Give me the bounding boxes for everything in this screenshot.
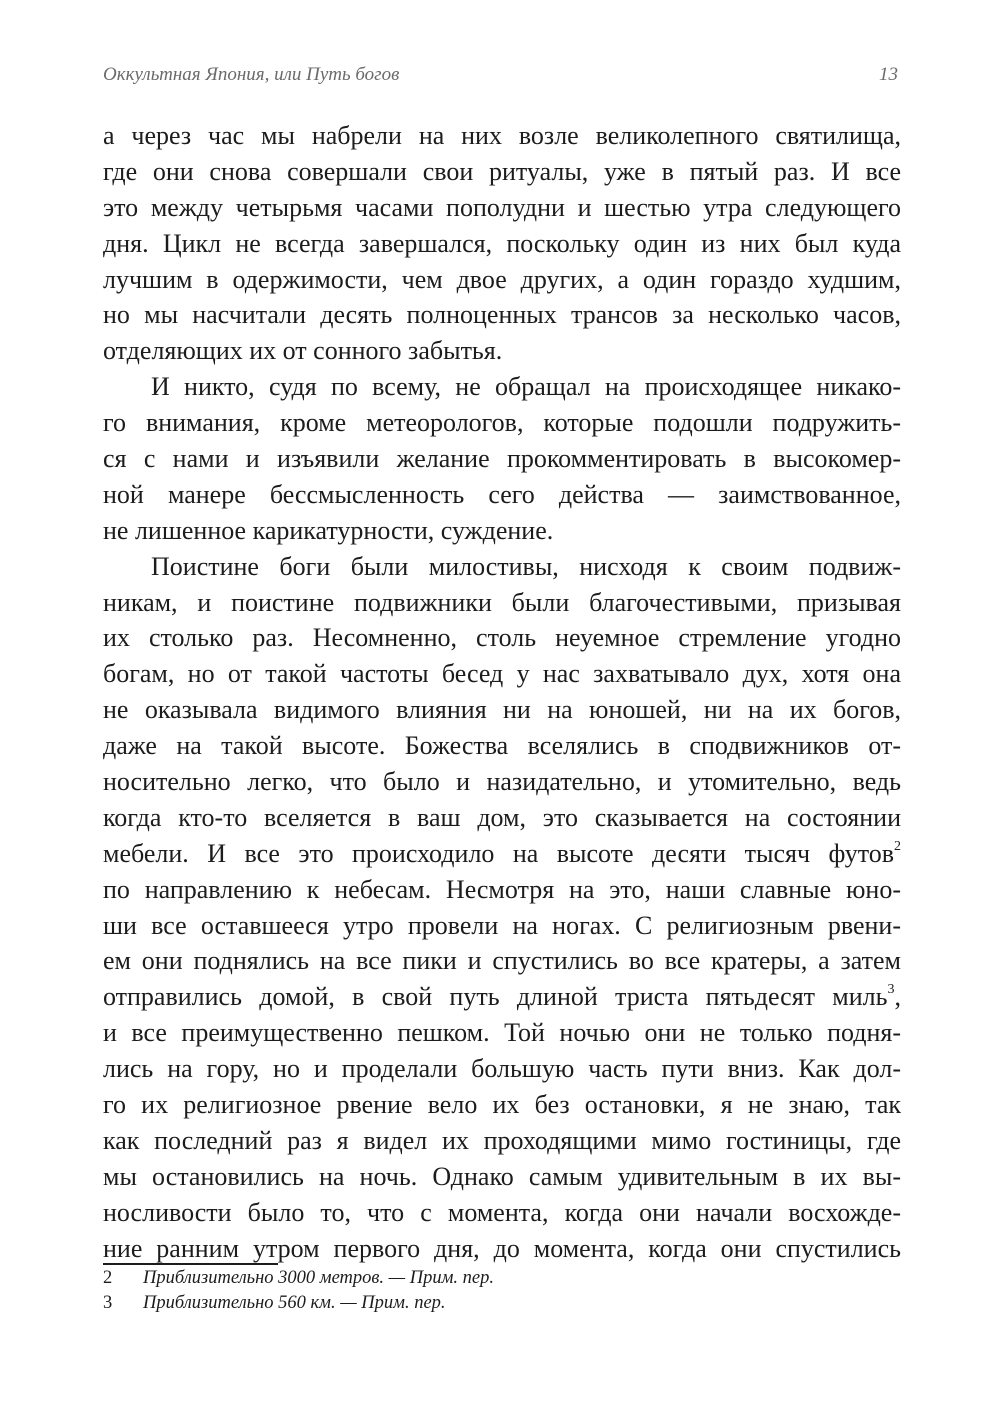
text-line: ние ранним утром первого дня, до момента, когда они спустились xyxy=(103,1233,901,1263)
text-line: богам, но от такой частоты бесед у нас захватывало дух, хотя она xyxy=(103,659,901,689)
footnote-ref-3[interactable]: 3 xyxy=(887,982,895,998)
footnote-ref-2[interactable]: 2 xyxy=(894,838,901,854)
footnote-number: 2 xyxy=(103,1268,113,1288)
footnote-separator xyxy=(103,1263,278,1265)
running-title: Оккультная Япония, или Путь богов xyxy=(103,64,400,85)
body-text xyxy=(103,118,901,1267)
text-line: где они снова совершали свои ритуалы, уже в пятый раз. И все xyxy=(103,156,901,186)
text-line: отделяющих их от сонного забытья. xyxy=(103,336,503,366)
text-line: ся с нами и изъявили желание прокомментировать в высокомер- xyxy=(103,444,901,474)
text-line: а через час мы набрели на них возле великолепного святилища, xyxy=(103,121,901,150)
footnote-3 xyxy=(103,1291,901,1316)
text-line: ши все оставшееся утро провели на ногах. С религиозным рвени- xyxy=(103,910,901,940)
text-line: никам, и поистине подвижники были благочестивыми, призывая xyxy=(103,587,901,617)
text-line: это между четырьмя часами пополудни и шестью утра следующего xyxy=(103,192,901,222)
text-line: даже на такой высоте. Божества вселялись в сподвижников от- xyxy=(103,731,901,761)
text-line: ной манере бессмысленность сего действа — заимствованное, xyxy=(103,479,901,509)
footnote-text: Приблизительно 560 км. — Прим. пер. xyxy=(143,1293,446,1313)
page-number: 13 xyxy=(879,64,898,85)
text-line: по направлению к небесам. Несмотря на это, наши славные юно- xyxy=(103,874,901,904)
text-line: как последний раз я видел их проходящими мимо гостиницы, где xyxy=(103,1125,901,1155)
text-line: не лишенное карикатурности, суждение. xyxy=(103,515,554,545)
running-head xyxy=(103,64,898,92)
text-line-with-footnote xyxy=(103,836,901,872)
text-line: носительно легко, что было и назидательно, и утомительно, ведь xyxy=(103,767,901,797)
footnote-number: 3 xyxy=(103,1293,113,1313)
text-line: лись на гору, но и проделали большую часть пути вниз. Как дол- xyxy=(103,1054,901,1084)
text-line: лучшим в одержимости, чем двое других, а один гораздо худшим, xyxy=(103,264,901,294)
text-line: и все преимущественно пешком. Той ночью они не только подня- xyxy=(103,1018,901,1048)
text-line: мы остановились на ночь. Однако самым удивительным в их вы- xyxy=(103,1161,901,1191)
text-line: их столько раз. Несомненно, столь неуемное стремление угодно xyxy=(103,623,901,653)
text-line: когда кто-то вселяется в ваш дом, это сказывается на состоянии xyxy=(103,802,901,832)
footnote-2 xyxy=(103,1266,901,1291)
text-line: дня. Цикл не всегда завершался, поскольку один из них был куда xyxy=(103,228,901,258)
text-line: не оказывала видимого влияния ни на юношей, ни на их богов, xyxy=(103,695,901,725)
line-text: мебели. И все это происходило на высоте десяти тысяч футов xyxy=(103,838,894,868)
text-line-with-footnote xyxy=(103,979,901,1015)
text-line: но мы насчитали десять полноценных трансов за несколько часов, xyxy=(103,300,901,330)
line-text: отправились домой, в свой путь длиной триста пятьдесят миль xyxy=(103,982,888,1012)
paragraph-start-line: И никто, судя по всему, не обращал на происходящее никако- xyxy=(151,372,901,402)
text-line: носливости было то, что с момента, когда они начали восхожде- xyxy=(103,1197,901,1227)
trailing-comma: , xyxy=(894,982,901,1012)
footnote-text: Приблизительно 3000 метров. — Прим. пер. xyxy=(143,1268,495,1288)
text-line: ем они поднялись на все пики и спустились во все кратеры, а затем xyxy=(103,946,901,976)
footnotes xyxy=(103,1266,901,1316)
paragraph-start-line: Поистине боги были милостивы, нисходя к своим подвиж- xyxy=(151,551,901,581)
text-line: го их религиозное рвение вело их без остановки, я не знаю, так xyxy=(103,1090,901,1120)
text-line: го внимания, кроме метеорологов, которые подошли подружить- xyxy=(103,408,901,438)
